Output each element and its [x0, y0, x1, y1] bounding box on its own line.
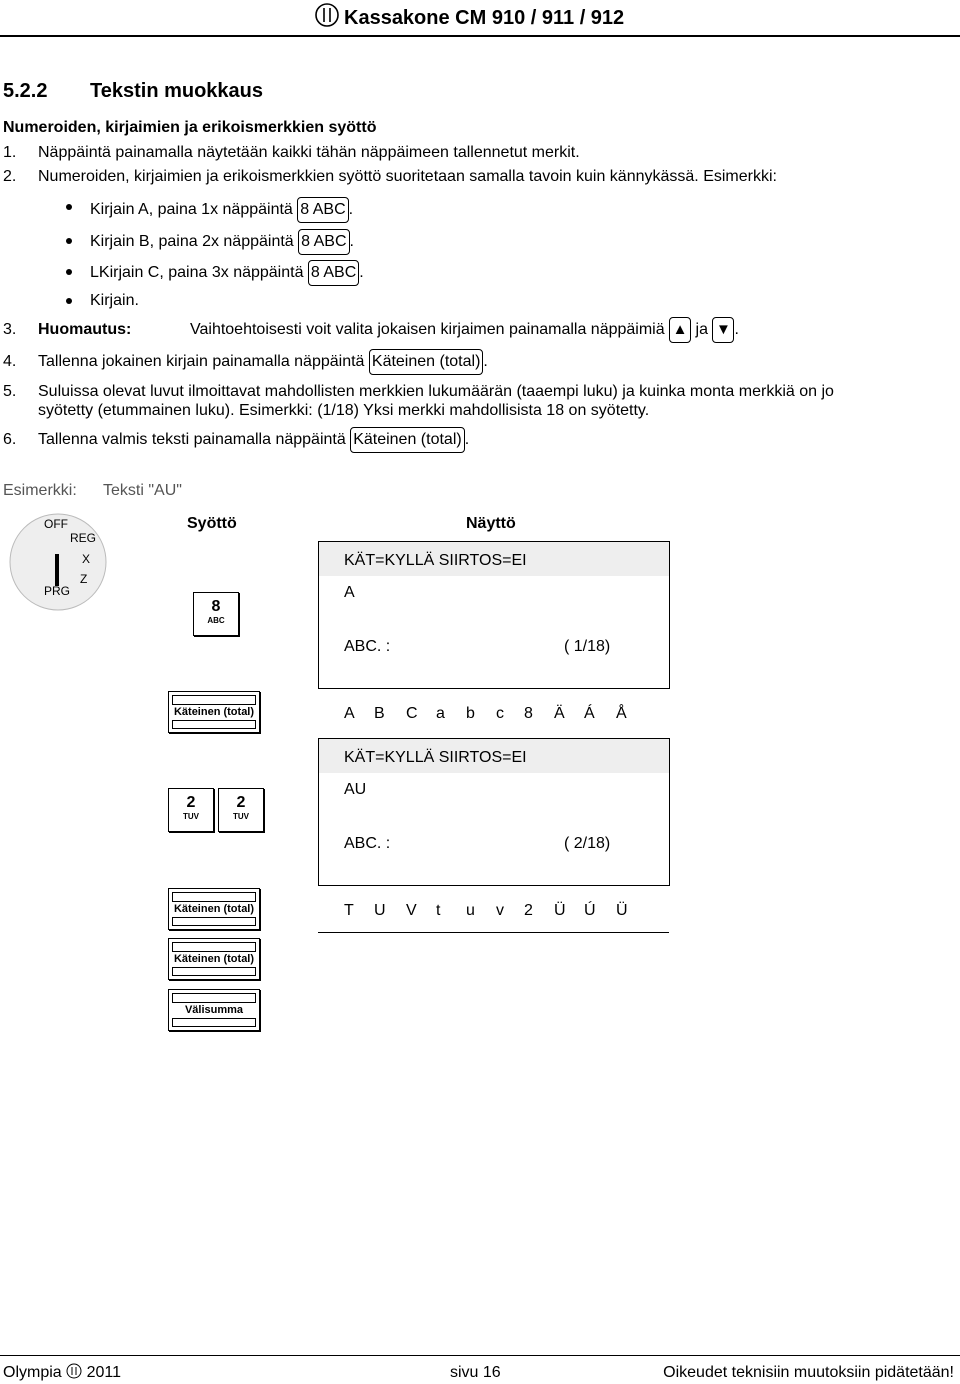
subtotal-key: [168, 989, 260, 1031]
total-key-label: Käteinen (total): [173, 903, 255, 915]
display-line-2: AU: [344, 781, 367, 798]
key-2-letters: TUV: [183, 812, 199, 821]
arrow-up-key-icon: ▲: [669, 317, 691, 343]
display-char: c: [496, 705, 504, 722]
display-char: b: [466, 705, 475, 722]
bullet-dot: [66, 204, 72, 210]
display-char: U: [374, 902, 386, 919]
display-char: B: [374, 705, 385, 722]
display-char: V: [406, 902, 417, 919]
display-line-4: [344, 861, 644, 961]
key-frame: [172, 942, 256, 952]
total-key: [168, 888, 260, 930]
bullet-text: Kirjain A, paina 1x näppäintä: [90, 201, 298, 218]
bullet-text: Kirjain B, paina 2x näppäintä: [90, 233, 299, 250]
step-6-post: .: [464, 431, 470, 448]
display-line-3-right: ( 2/18): [564, 835, 611, 852]
key-8abc: 8 ABC: [298, 229, 349, 255]
display-line-3-right: ( 1/18): [564, 638, 611, 655]
display-char: u: [466, 902, 475, 919]
bullet-post: .: [359, 264, 364, 281]
total-key-label: Käteinen (total): [173, 706, 255, 718]
key-frame: [172, 917, 256, 926]
mode-z-label: Z: [80, 572, 88, 586]
step-3-label: Huomautus:: [38, 321, 132, 338]
display-char: v: [496, 902, 504, 919]
step-4-post: .: [483, 353, 488, 370]
key-8abc: 8 ABC: [297, 197, 348, 223]
example-label: Esimerkki:: [3, 482, 77, 499]
display-char: Å: [616, 705, 627, 722]
display-char: Ü: [554, 902, 566, 919]
step-3-text: [190, 316, 739, 344]
display-char: Ü: [616, 902, 628, 919]
step-2-number: 2.: [3, 168, 17, 185]
column-header-input: Syöttö: [187, 515, 237, 532]
display-char: t: [436, 902, 441, 919]
display-line-3-left: ABC. :: [344, 835, 391, 852]
display-char: C: [406, 705, 418, 722]
display-line-3-left: ABC. :: [344, 638, 391, 655]
footer-left: [3, 1363, 121, 1383]
step-2-body: Numeroiden, kirjaimien ja erikoismerkkien syöttö suoritetaan samalla tavoin kuin kännykässä.: [38, 168, 699, 185]
display-char: Á: [584, 705, 595, 722]
key-8-abc: [193, 592, 239, 636]
step-6-number: 6.: [3, 431, 17, 448]
step-3-body: Vaihtoehtoisesti voit valita jokaisen kirjaimen painamalla näppäimiä: [190, 321, 665, 338]
display-char: a: [436, 705, 445, 722]
mode-off-label: OFF: [44, 517, 68, 531]
bullet-dot: [66, 238, 72, 244]
step-3-post: .: [734, 321, 739, 338]
key-total: Käteinen (total): [350, 427, 465, 453]
key-2-tuv: [168, 788, 214, 832]
bullet-item: [90, 229, 354, 255]
bullet-text: LKirjain C, paina 3x näppäintä: [90, 264, 308, 281]
bullet-post: .: [348, 201, 354, 218]
bullet-item: [90, 260, 364, 286]
step-5-line-1: Suluissa olevat luvut ilmoittavat mahdollisten merkkien lukumäärän (taaempi luku) ja kuinka monta merkkiä on jo: [38, 383, 834, 400]
display-char: 8: [524, 705, 533, 722]
display-char: 2: [524, 902, 533, 919]
display-char: A: [344, 705, 355, 722]
key-8-letters: ABC: [207, 616, 225, 625]
header-logo-icon: [314, 2, 340, 33]
key-frame: [172, 720, 256, 729]
section-title: Tekstin muokkaus: [90, 80, 264, 102]
display-line-1: KÄT=KYLLÄ SIIRTOS=EI: [344, 749, 527, 766]
footer-page-number: sivu 16: [450, 1364, 501, 1381]
step-4-text: [38, 348, 488, 376]
column-header-display: Näyttö: [466, 515, 516, 532]
display-screen-3-rule: [318, 932, 669, 933]
footer-rights: Oikeudet teknisiin muutoksiin pidätetään!: [663, 1364, 954, 1381]
mode-reg-label: REG: [70, 531, 97, 545]
step-1-text: Näppäintä painamalla näytetään kaikki tähän näppäimeen tallennetut merkit.: [38, 144, 580, 161]
key-frame: [172, 1018, 256, 1027]
footer-rule: [0, 1355, 960, 1356]
key-2-number: 2: [186, 794, 196, 811]
display-line-2: A: [344, 584, 355, 601]
subtotal-key-label: Välisumma: [184, 1004, 244, 1016]
key-frame: [172, 892, 256, 902]
display-screen-2: [318, 738, 670, 919]
bullet-post: .: [349, 233, 354, 250]
display-char: Ú: [584, 902, 596, 919]
display-line-1: KÄT=KYLLÄ SIIRTOS=EI: [344, 552, 527, 569]
total-key: [168, 938, 260, 980]
arrow-down-key-icon: ▼: [712, 317, 734, 343]
footer-brand: Olympia: [3, 1364, 62, 1381]
bullet-item: [90, 197, 353, 223]
step-2-example-label: Esimerkki:: [703, 168, 777, 185]
display-char: T: [344, 902, 354, 919]
display-char: Ä: [554, 705, 565, 722]
key-8abc: 8 ABC: [308, 260, 359, 286]
step-2-text: [38, 167, 777, 187]
section-number: 5.2.2: [3, 80, 48, 102]
page-header-title: Kassakone CM 910 / 911 / 912: [344, 7, 625, 29]
total-key: [168, 691, 260, 733]
key-frame: [172, 695, 256, 705]
step-4-body: Tallenna jokainen kirjain painamalla näppäintä: [38, 353, 369, 370]
key-total: Käteinen (total): [369, 349, 484, 375]
char-list: [344, 704, 644, 724]
char-list: [344, 901, 644, 921]
step-6-body: Tallenna valmis teksti painamalla näppäintä: [38, 431, 351, 448]
header-rule: [0, 35, 960, 37]
mode-x-label: X: [82, 552, 91, 566]
section-subtitle: Numeroiden, kirjaimien ja erikoismerkkien syöttö: [3, 119, 377, 136]
step-5-line-2: syötetty (etummainen luku). Esimerkki: (1/18) Yksi merkki mahdollisista 18 on syötetty.: [38, 402, 650, 419]
key-8-number: 8: [211, 598, 221, 615]
bullet-dot: [66, 269, 72, 275]
step-5-number: 5.: [3, 383, 17, 400]
key-frame: [172, 993, 256, 1003]
bullet-item: Kirjain.: [90, 292, 139, 309]
step-4-number: 4.: [3, 353, 17, 370]
mode-dial: [6, 510, 110, 614]
step-3-and: ja: [695, 321, 708, 338]
key-2-number: 2: [236, 794, 246, 811]
step-6-text: [38, 426, 469, 454]
total-key-label: Käteinen (total): [173, 953, 255, 965]
key-2-letters: TUV: [233, 812, 249, 821]
display-screen-1: [318, 541, 670, 722]
step-3-number: 3.: [3, 321, 17, 338]
bullet-dot: [66, 298, 72, 304]
example-text: Teksti "AU": [103, 482, 182, 499]
mode-prg-label: PRG: [44, 584, 71, 598]
footer-year: 2011: [86, 1364, 121, 1381]
key-2-tuv: [218, 788, 264, 832]
key-frame: [172, 967, 256, 976]
step-1-number: 1.: [3, 144, 17, 161]
brand-logo-icon: [66, 1363, 82, 1379]
